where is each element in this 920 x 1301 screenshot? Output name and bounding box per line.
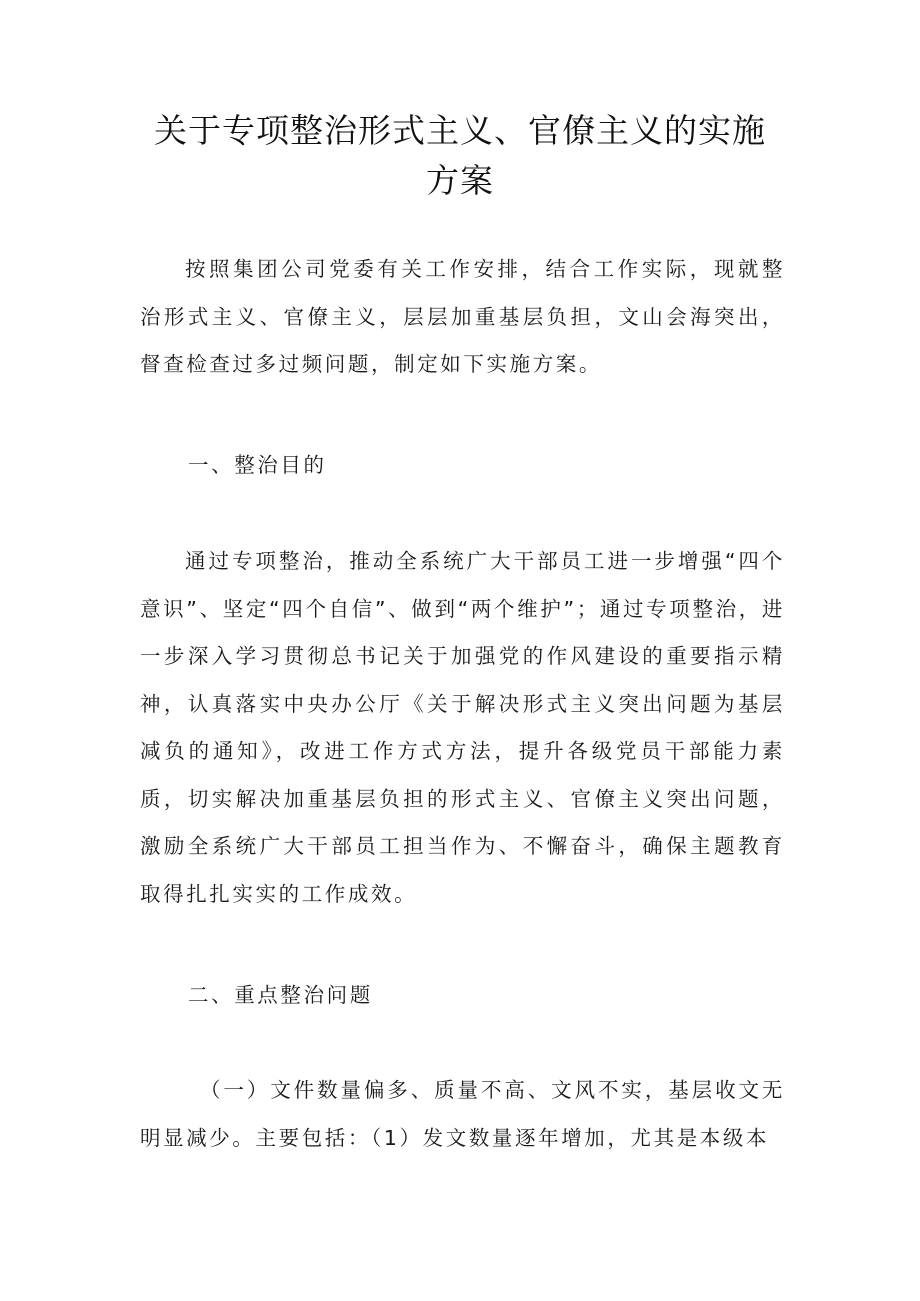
goal-paragraph: 通过专项整治，推动全系统广大干部员工进一步增强“四个意识”、坚定“四个自信”、做到“两个维护”；通过专项整治，进一步深入学习贯彻总书记关于加强党的作风建设的重要指示精神，认真落实中央办公厅《关于解决形式主义突出问题为基层减负的通知》，改进工作方式方法，提升各级党员干部能力素质，切实解决加重基层负担的形式主义、官僚主义突出问题，激励全系统广大干部员工担当作为、不懈奋斗，确保主题教育取得扎扎实实的工作成效。 — [140, 549, 785, 906]
section-heading-goal: 一、整治目的 — [188, 453, 327, 477]
document-title: 关于专项整治形式主义、官僚主义的实施方案 — [154, 111, 766, 200]
issue-item-paragraph: （一）文件数量偏多、质量不高、文风不实，基层收文无明显减少。主要包括：（1）发文数量逐年增加，尤其是本级本 — [140, 1078, 785, 1150]
intro-paragraph: 按照集团公司党委有关工作安排，结合工作实际，现就整治形式主义、官僚主义，层层加重基层负担，文山会海突出，督查检查过多过频问题，制定如下实施方案。 — [140, 257, 785, 376]
section-heading-key-issues: 二、重点整治问题 — [188, 983, 373, 1007]
